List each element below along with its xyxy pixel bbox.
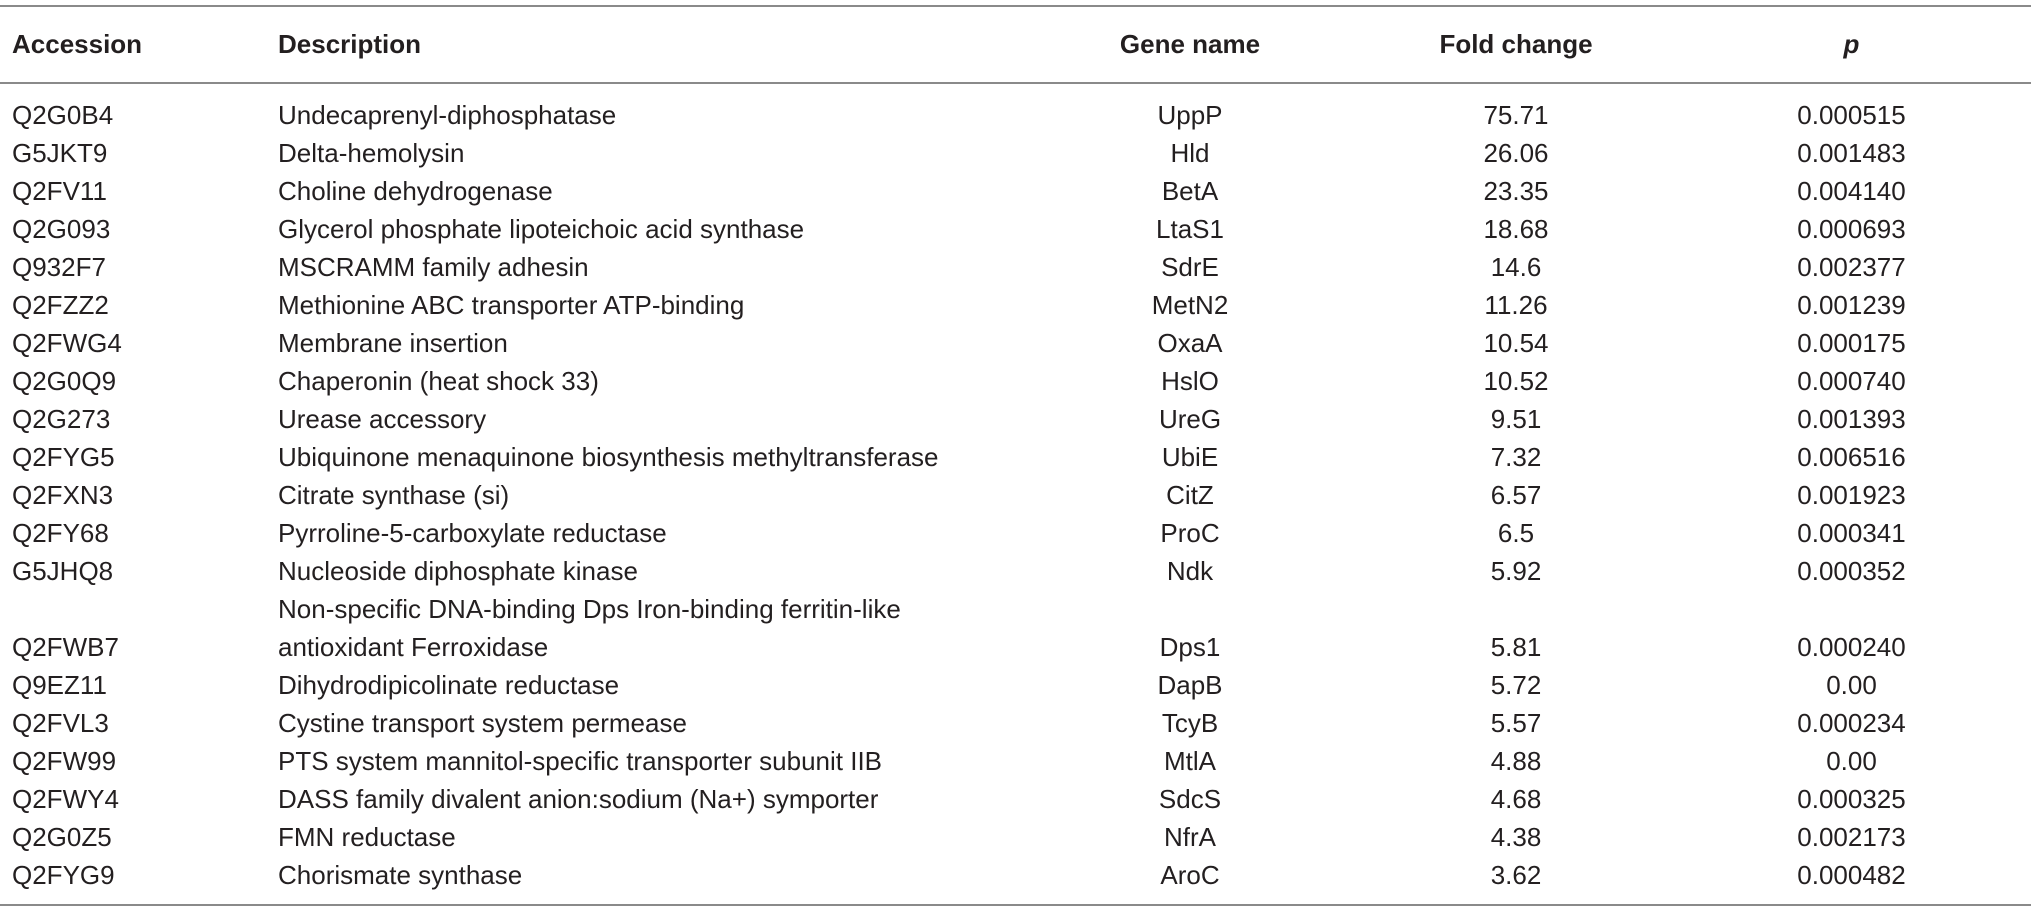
cell-accession: Q2FZZ2 [12, 290, 109, 320]
cell-gene-name: SdcS [1158, 784, 1222, 814]
description-line: Chorismate synthase [278, 860, 523, 890]
cell-gene-name: HslO [1161, 366, 1219, 396]
cell-accession: Q2FXN3 [12, 480, 114, 510]
cell-fold-change: 18.68 [1483, 214, 1549, 244]
table-row [0, 210, 2031, 248]
description-line: Chaperonin (heat shock 33) [278, 366, 599, 396]
description-line: Methionine ABC transporter ATP-binding [278, 290, 745, 320]
cell-p-value: 0.00 [1826, 746, 1877, 776]
header-fold-change: Fold change [1439, 29, 1593, 59]
cell-accession: Q2G0Q9 [12, 366, 117, 396]
cell-description [266, 134, 1020, 172]
cell-gene-name: UbiE [1161, 442, 1219, 472]
cell-p-value: 0.000482 [1797, 860, 1906, 890]
cell-fold-change: 10.54 [1483, 328, 1549, 358]
description-line: Cystine transport system permease [278, 708, 687, 738]
description-line: MSCRAMM family adhesin [278, 252, 589, 282]
cell-p-value: 0.000693 [1797, 214, 1906, 244]
cell-accession: Q9EZ11 [12, 670, 107, 700]
cell-p-value: 0.001923 [1797, 480, 1906, 510]
cell-p-value: 0.001393 [1797, 404, 1906, 434]
cell-description [266, 818, 1020, 856]
cell-description [266, 324, 1020, 362]
cell-fold-change: 7.32 [1490, 442, 1542, 472]
cell-accession: G5JHQ8 [12, 556, 114, 586]
table-row [0, 362, 2031, 400]
description-line: Glycerol phosphate lipoteichoic acid synthase [278, 214, 805, 244]
cell-description [266, 590, 1020, 666]
cell-gene-name: OxaA [1157, 328, 1223, 358]
cell-accession: Q2FWG4 [12, 328, 122, 358]
cell-accession: G5JKT9 [12, 138, 108, 168]
cell-fold-change: 11.26 [1484, 290, 1548, 320]
cell-accession: Q2G0Z5 [12, 822, 112, 852]
cell-description [266, 704, 1020, 742]
cell-gene-name: SdrE [1161, 252, 1219, 282]
table-row [0, 438, 2031, 476]
description-line: Non-specific DNA-binding Dps Iron-binding ferritin-like [278, 594, 901, 624]
cell-description [266, 210, 1020, 248]
header-p-value: p [1843, 29, 1860, 59]
table-header [0, 6, 2031, 83]
description-line: Urease accessory [278, 404, 487, 434]
cell-p-value: 0.000740 [1797, 366, 1906, 396]
cell-accession: Q2FW99 [12, 746, 117, 776]
cell-fold-change: 26.06 [1483, 138, 1549, 168]
cell-p-value: 0.000240 [1797, 632, 1906, 662]
cell-description [266, 400, 1020, 438]
cell-gene-name: MetN2 [1151, 290, 1229, 320]
cell-fold-change: 4.68 [1490, 784, 1542, 814]
description-line: Delta-hemolysin [278, 138, 465, 168]
cell-description [266, 172, 1020, 210]
cell-accession: Q2FY68 [12, 518, 109, 548]
cell-description [266, 438, 1020, 476]
cell-p-value: 0.000352 [1797, 556, 1906, 586]
table-row [0, 704, 2031, 742]
description-line: Ubiquinone menaquinone biosynthesis methyltransferase [278, 442, 939, 472]
cell-fold-change: 5.81 [1490, 632, 1542, 662]
cell-description [266, 666, 1020, 704]
cell-description [266, 286, 1020, 324]
table-row [0, 324, 2031, 362]
cell-accession: Q2FWB7 [12, 632, 119, 662]
cell-fold-change: 3.62 [1490, 860, 1542, 890]
cell-p-value: 0.004140 [1797, 176, 1906, 206]
cell-accession: Q2FYG9 [12, 860, 115, 890]
cell-accession: Q2G093 [12, 214, 111, 244]
cell-accession: Q2FVL3 [12, 708, 109, 738]
cell-p-value: 0.000341 [1797, 518, 1906, 548]
description-line: FMN reductase [278, 822, 456, 852]
cell-accession: Q2G273 [12, 404, 111, 434]
cell-gene-name: BetA [1161, 176, 1219, 206]
cell-description [266, 248, 1020, 286]
table-row [0, 248, 2031, 286]
cell-description [266, 552, 1020, 590]
description-line: Citrate synthase (si) [278, 480, 510, 510]
cell-gene-name: ProC [1160, 518, 1220, 548]
cell-description [266, 856, 1020, 905]
cell-p-value: 0.006516 [1797, 442, 1906, 472]
protein-table [0, 5, 2031, 906]
cell-accession: Q2FWY4 [12, 784, 119, 814]
cell-accession: Q2FV11 [12, 176, 107, 206]
cell-description [266, 362, 1020, 400]
cell-gene-name: UreG [1158, 404, 1222, 434]
description-line: Undecaprenyl-diphosphatase [278, 100, 617, 130]
cell-gene-name: TcyB [1161, 708, 1219, 738]
header-description: Description [278, 29, 422, 59]
cell-gene-name: MtlA [1164, 746, 1216, 776]
cell-p-value: 0.000234 [1797, 708, 1906, 738]
cell-gene-name: Dps1 [1159, 632, 1221, 662]
cell-fold-change: 5.92 [1490, 556, 1542, 586]
description-line: antioxidant Ferroxidase [278, 632, 549, 662]
table-row [0, 742, 2031, 780]
table-row [0, 780, 2031, 818]
description-line: Pyrroline-5-carboxylate reductase [278, 518, 667, 548]
header-accession: Accession [12, 29, 143, 59]
cell-accession: Q2FYG5 [12, 442, 115, 472]
table-row [0, 400, 2031, 438]
description-line: Dihydrodipicolinate reductase [278, 670, 620, 700]
cell-description [266, 83, 1020, 134]
header-gene-name: Gene name [1119, 29, 1261, 59]
cell-accession: Q932F7 [12, 252, 106, 282]
cell-fold-change: 5.57 [1490, 708, 1542, 738]
cell-p-value: 0.002173 [1797, 822, 1906, 852]
cell-p-value: 0.000175 [1797, 328, 1906, 358]
description-line: Choline dehydrogenase [278, 176, 553, 206]
cell-p-value: 0.000325 [1797, 784, 1906, 814]
cell-fold-change: 6.57 [1490, 480, 1542, 510]
cell-gene-name: DapB [1157, 670, 1223, 700]
table-row [0, 514, 2031, 552]
table-row [0, 83, 2031, 134]
cell-description [266, 476, 1020, 514]
cell-p-value: 0.001239 [1797, 290, 1906, 320]
cell-gene-name: CitZ [1166, 480, 1214, 510]
cell-fold-change: 4.38 [1490, 822, 1542, 852]
cell-fold-change: 10.52 [1483, 366, 1549, 396]
cell-p-value: 0.002377 [1797, 252, 1906, 282]
header-row [0, 6, 2031, 83]
cell-description [266, 780, 1020, 818]
cell-gene-name: AroC [1160, 860, 1220, 890]
cell-fold-change: 14.6 [1490, 252, 1542, 282]
description-line: DASS family divalent anion:sodium (Na+) symporter [278, 784, 879, 814]
cell-gene-name: LtaS1 [1156, 214, 1224, 244]
description-line: PTS system mannitol-specific transporter subunit IIB [278, 746, 883, 776]
cell-description [266, 742, 1020, 780]
cell-fold-change: 4.88 [1490, 746, 1542, 776]
cell-p-value: 0.00 [1826, 670, 1877, 700]
cell-gene-name: Ndk [1166, 556, 1214, 586]
table-row [0, 552, 2031, 590]
cell-fold-change: 75.71 [1483, 100, 1549, 130]
table-row [0, 818, 2031, 856]
cell-fold-change: 23.35 [1483, 176, 1549, 206]
description-line: Membrane insertion [278, 328, 508, 358]
table-row [0, 172, 2031, 210]
description-line: Nucleoside diphosphate kinase [278, 556, 638, 586]
cell-p-value: 0.001483 [1797, 138, 1906, 168]
cell-fold-change: 5.72 [1490, 670, 1542, 700]
cell-gene-name: NfrA [1164, 822, 1216, 852]
cell-gene-name: Hld [1170, 138, 1210, 168]
cell-fold-change: 9.51 [1490, 404, 1542, 434]
table-row [0, 476, 2031, 514]
table-row [0, 590, 2031, 666]
cell-p-value: 0.000515 [1797, 100, 1906, 130]
cell-accession: Q2G0B4 [12, 100, 114, 130]
cell-description [266, 514, 1020, 552]
table-row [0, 666, 2031, 704]
table-body [0, 83, 2031, 905]
table-row [0, 286, 2031, 324]
cell-fold-change: 6.5 [1497, 518, 1535, 548]
table-row [0, 856, 2031, 905]
table-row [0, 134, 2031, 172]
cell-gene-name: UppP [1157, 100, 1223, 130]
